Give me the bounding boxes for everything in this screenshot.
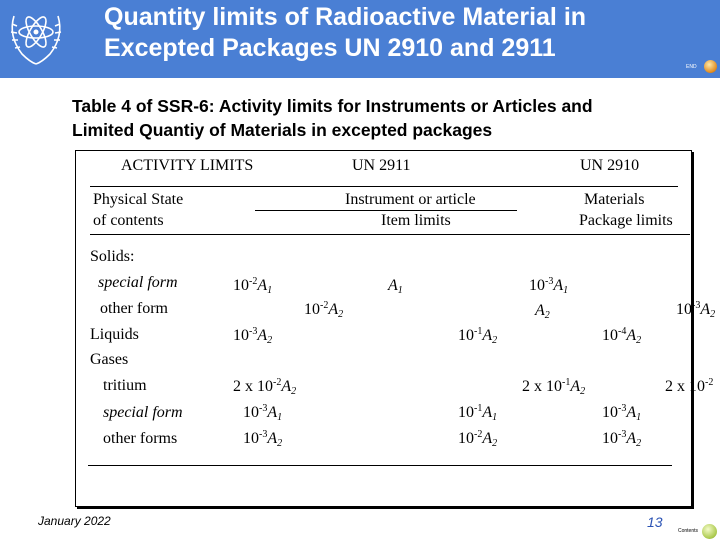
value-gas-special-package: $10^{-3}A_1$ — [602, 403, 642, 423]
header-bar — [0, 0, 720, 78]
row-solids-other-form: other form — [100, 300, 168, 317]
header-activity-limits: ACTIVITY LIMITS — [121, 157, 254, 174]
value-solid-special-item: $10^{-2}A_1$ — [233, 276, 273, 296]
contents-button-icon[interactable] — [702, 524, 717, 539]
title-line-2: Excepted Packages UN 2910 and 2911 — [104, 34, 556, 62]
end-label: END — [686, 64, 697, 70]
contents-label: Contents — [678, 528, 699, 534]
value-gas-other-package: $10^{-3}A_2$ — [602, 429, 642, 449]
table-bottom-divider — [88, 465, 672, 466]
iaea-logo-icon — [4, 2, 68, 72]
row-tritium: tritium — [103, 377, 147, 394]
value-liquid-item: $10^{-3}A_2$ — [233, 326, 273, 346]
value-tritium-item: 2 x $10^{-2}A_2$ — [233, 377, 297, 397]
row-other-forms: other forms — [103, 430, 178, 447]
value-tritium-package: 2 x $10^{-2}$ — [665, 377, 714, 395]
caption-line-1: Table 4 of SSR-6: Activity limits for Instruments or Articles and — [72, 96, 593, 116]
subheader-divider — [255, 210, 517, 211]
title-line-1: Quantity limits of Radioactive Material in — [104, 3, 587, 31]
value-liquid-instrument: $10^{-1}A_2$ — [458, 326, 498, 346]
value-solid-other-instrument: $10^{-2}A_2$ — [304, 300, 344, 320]
row-gases: Gases — [90, 351, 129, 368]
instrument-label-1: Instrument or article — [345, 191, 476, 208]
physical-state-label-2: of contents — [93, 212, 164, 229]
row-liquids: Liquids — [90, 326, 139, 343]
instrument-label-2: Item limits — [381, 212, 451, 229]
footer-date: January 2022 — [38, 514, 111, 528]
value-tritium-instrument: 2 x $10^{-1}A_2$ — [522, 377, 586, 397]
value-solid-special-instrument: $A_1$ — [388, 277, 403, 296]
page-number: 13 — [647, 514, 663, 530]
value-gas-special-instrument: $10^{-1}A_1$ — [458, 403, 498, 423]
caption-line-2: Limited Quantiy of Materials in excepted packages — [72, 120, 493, 140]
value-gas-other-item: $10^{-3}A_2$ — [243, 429, 283, 449]
value-solid-other-package: $A_2$ — [535, 302, 550, 321]
header-un2911: UN 2911 — [352, 157, 411, 174]
materials-label-1: Materials — [584, 191, 645, 208]
value-gas-special-item: $10^{-3}A_1$ — [243, 403, 283, 423]
column-header-divider — [90, 234, 690, 235]
table-caption — [72, 94, 712, 142]
end-button-icon[interactable] — [704, 60, 717, 73]
value-solid-special-package: $10^{-3}A_1$ — [529, 276, 569, 296]
value-gas-other-instrument: $10^{-2}A_2$ — [458, 429, 498, 449]
row-solids: Solids: — [90, 248, 135, 265]
header-divider — [90, 186, 678, 187]
row-gases-special-form: special form — [103, 404, 183, 421]
physical-state-label-1: Physical State — [93, 191, 184, 208]
header-un2910: UN 2910 — [580, 157, 640, 174]
value-solid-other-item: $10^{-3}A_2$ — [676, 300, 716, 320]
slide-title — [104, 2, 684, 64]
value-liquid-package: $10^{-4}A_2$ — [602, 326, 642, 346]
materials-label-2: Package limits — [579, 212, 673, 229]
row-solids-special-form: special form — [98, 274, 178, 291]
